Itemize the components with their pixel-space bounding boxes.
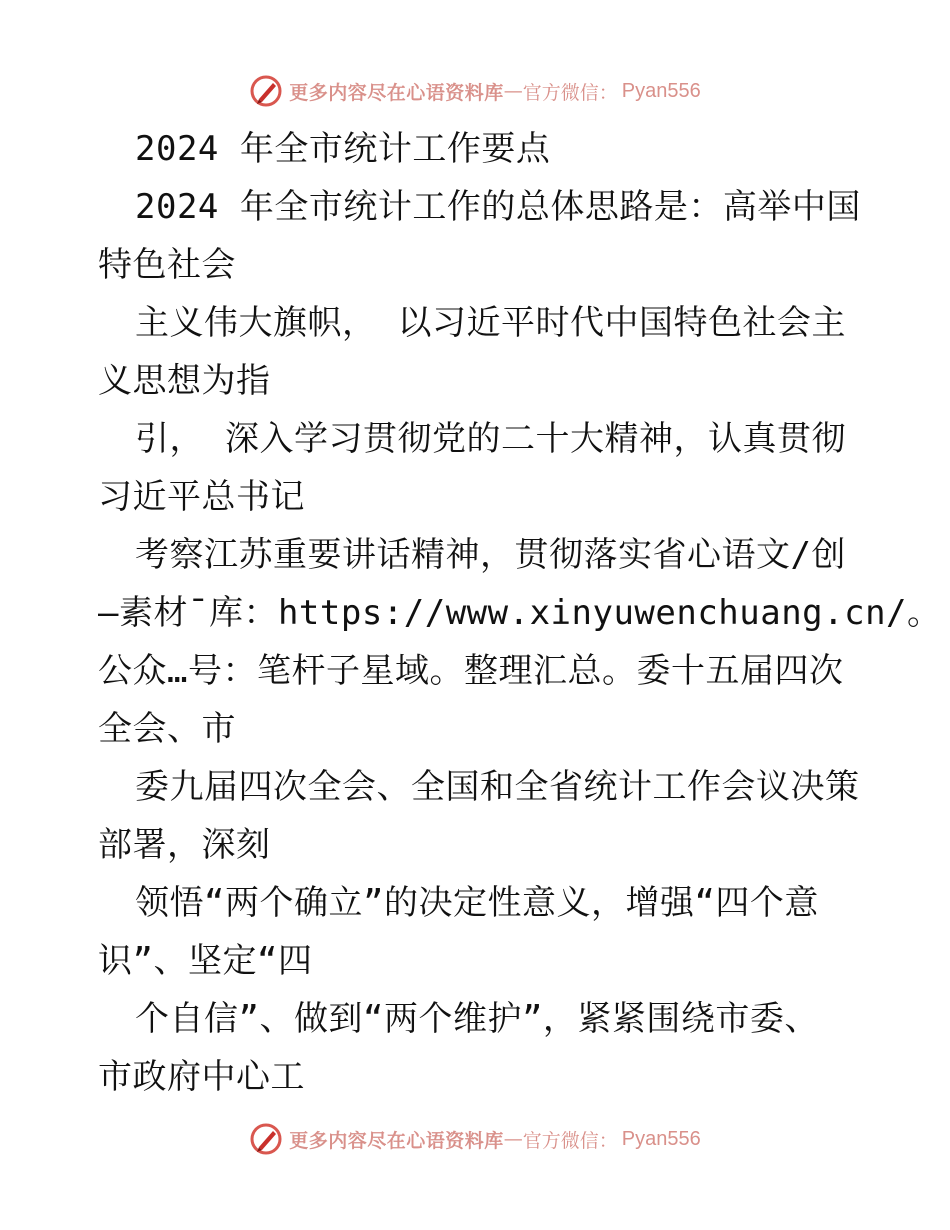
text-line: 个自信”、做到“两个维护”，紧紧围绕市委、	[135, 999, 819, 1039]
header-watermark-banner	[0, 71, 950, 111]
document-body	[98, 120, 942, 1106]
text-line: 识”、坚定“四	[98, 941, 313, 981]
text-line: 考察江苏重要讲话精神，贯彻落实省心语文/创	[135, 535, 846, 575]
document-title: 2024 年全市统计工作要点	[135, 129, 551, 169]
banner-title: 更多内容尽在心语资料库	[289, 1129, 504, 1152]
text-line: 领悟“两个确立”的决定性意义，增强“四个意	[135, 883, 819, 923]
text-line: 主义伟大旗帜， 以习近平时代中国特色社会主	[135, 303, 846, 343]
pen-circle-logo-icon	[249, 1122, 283, 1156]
text-line: 委九届四次全会、全国和全省统计工作会议决策	[135, 767, 860, 807]
banner-dash: —	[503, 1128, 523, 1150]
text-line: 义思想为指	[98, 361, 271, 401]
banner-dash: —	[503, 80, 523, 102]
text-line: 引， 深入学习贯彻党的二十大精神，认真贯彻	[135, 419, 846, 459]
text-line: 市政府中心工	[98, 1057, 305, 1097]
text-line: —素材¯库：https://www.xinyuwenchuang.cn/。	[98, 593, 942, 633]
text-line: 习近平总书记	[98, 477, 305, 517]
pen-circle-logo-icon	[249, 74, 283, 108]
text-line: 特色社会	[98, 245, 236, 285]
text-line: 公众…号：笔杆子星域。整理汇总。委十五届四次	[98, 651, 844, 691]
banner-wechat-label: 官方微信：	[522, 1129, 618, 1152]
banner-wechat-id: Pyan556	[621, 1127, 701, 1150]
banner-title: 更多内容尽在心语资料库	[289, 81, 504, 104]
text-line: 全会、市	[98, 709, 236, 749]
banner-wechat-label: 官方微信：	[522, 81, 618, 104]
footer-watermark-banner	[0, 1119, 950, 1159]
banner-wechat-id: Pyan556	[621, 79, 701, 102]
text-line: 部署，深刻	[98, 825, 271, 865]
text-line: 2024 年全市统计工作的总体思路是：高举中国	[135, 187, 861, 227]
